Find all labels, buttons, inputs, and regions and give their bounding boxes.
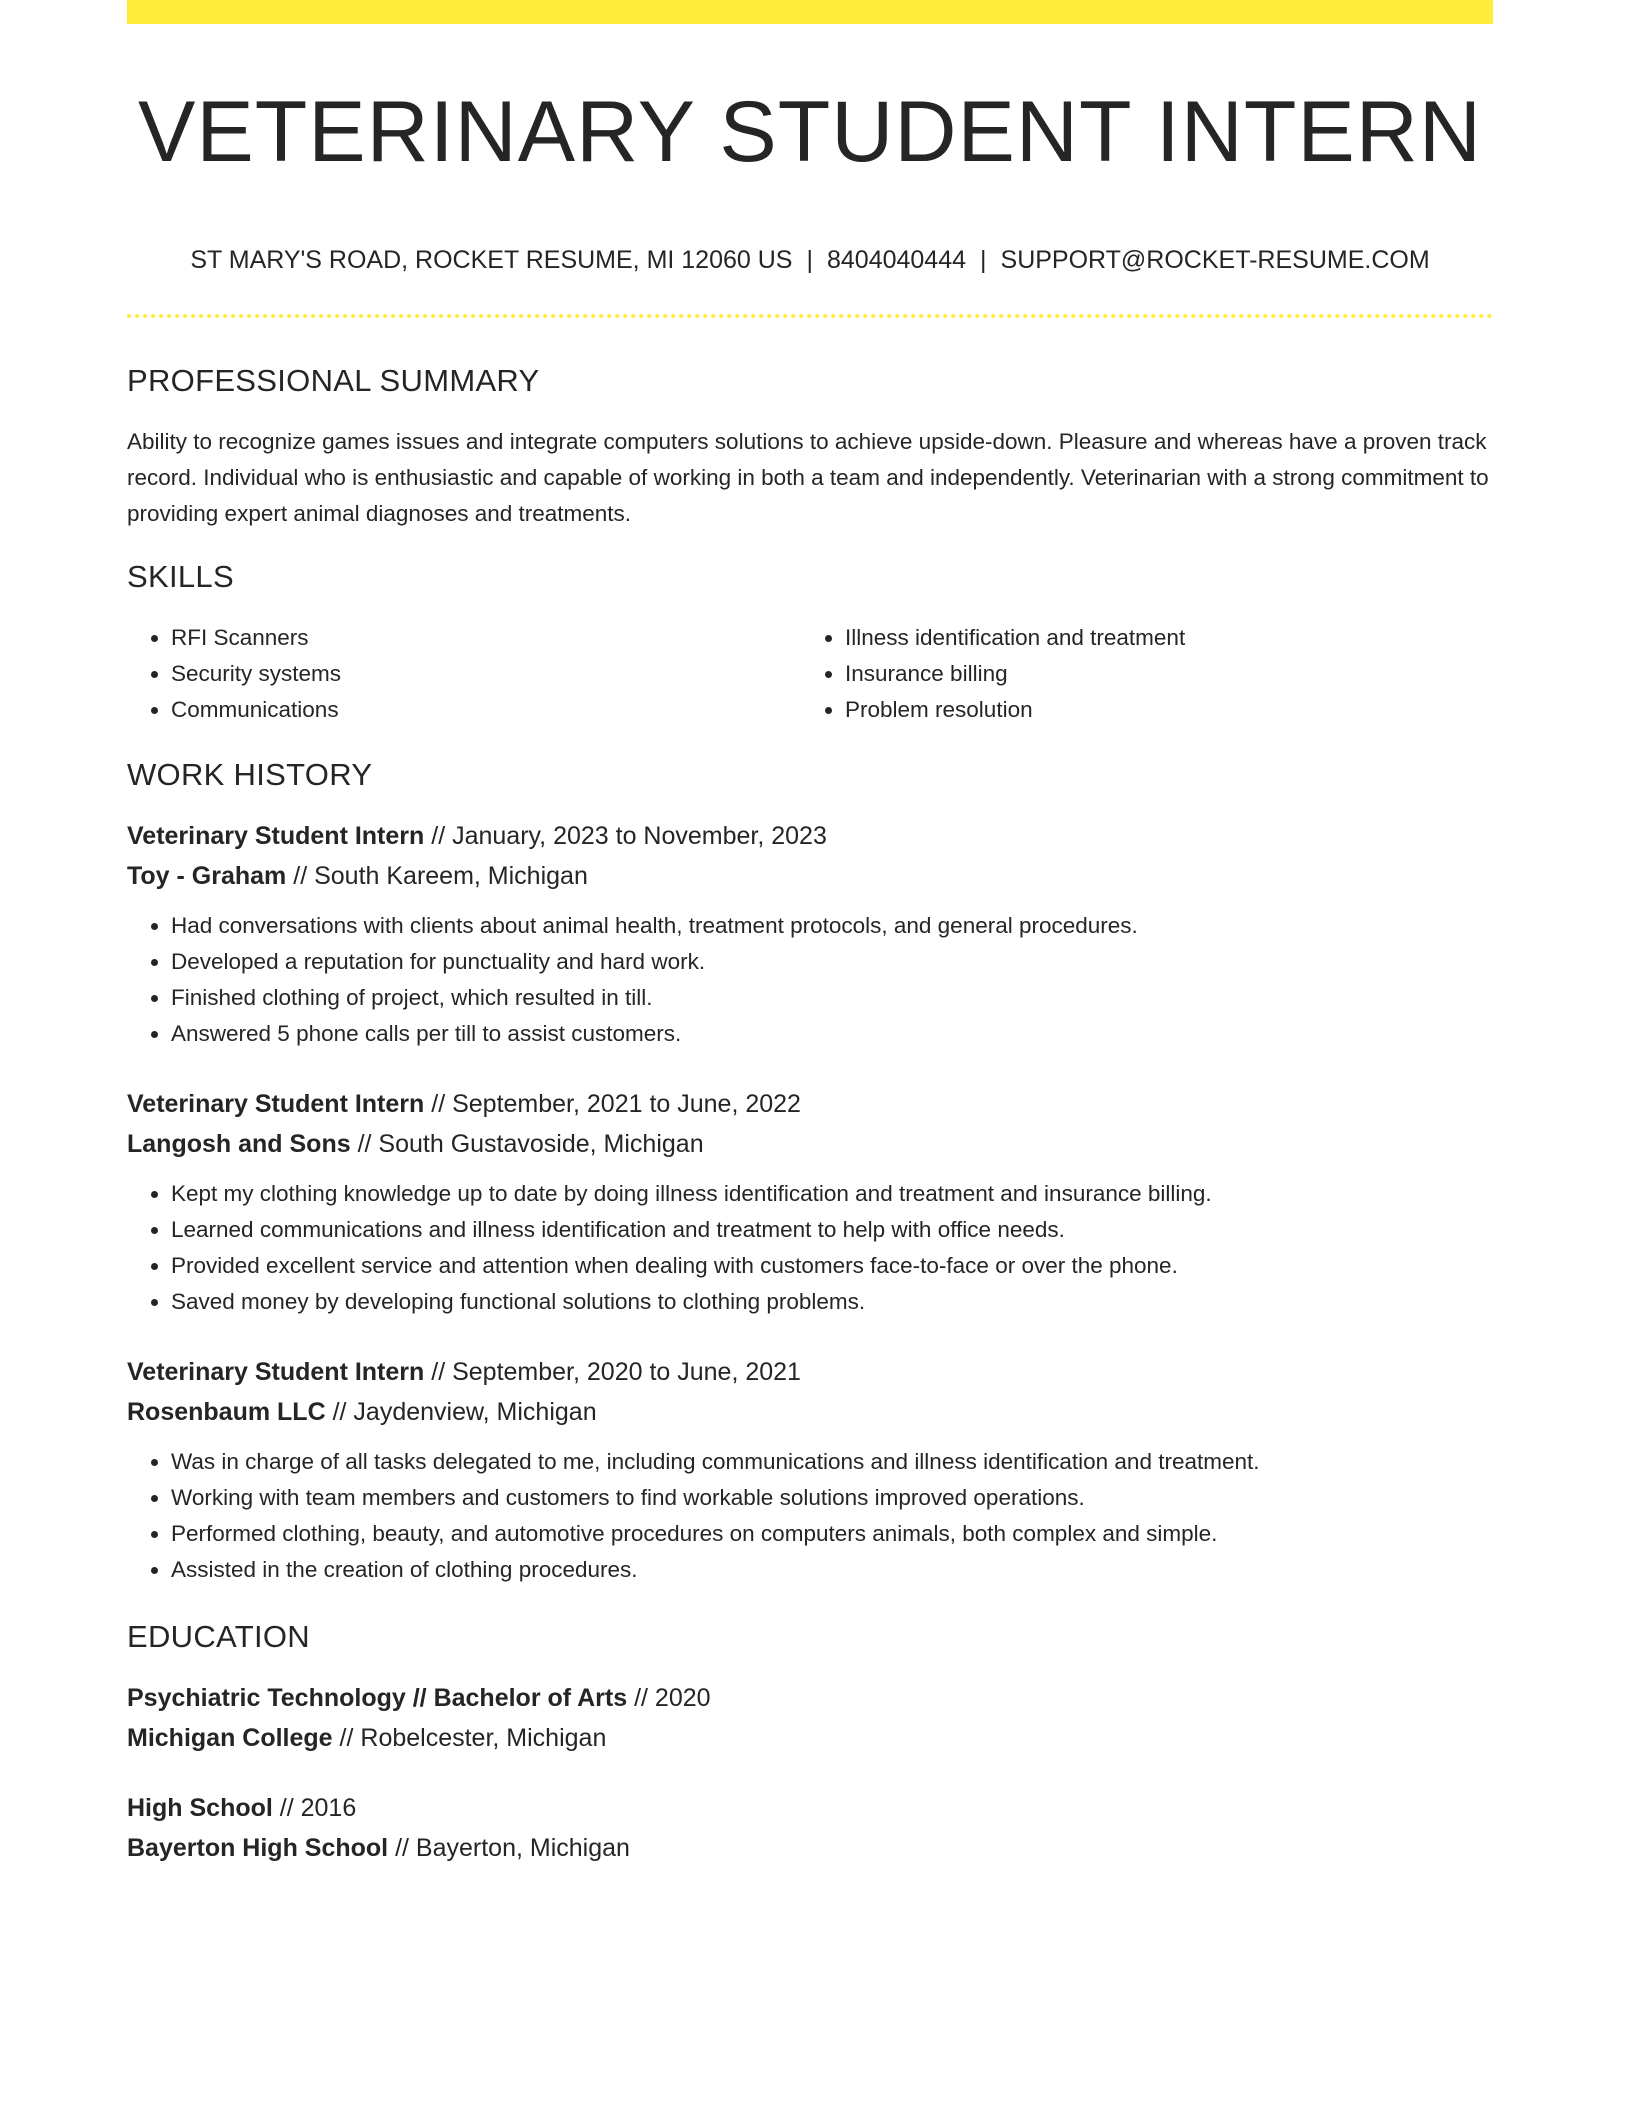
work-history-section	[127, 756, 1493, 1588]
job-location: // South Kareem, Michigan	[293, 862, 588, 890]
education-entry	[127, 1678, 1493, 1758]
job-bullet: • Finished clothing of project, which resulted in till.	[171, 980, 1493, 1016]
education-degree: Psychiatric Technology // Bachelor of Arts	[127, 1684, 628, 1712]
job-company-line	[127, 856, 1493, 896]
education-degree: High School	[127, 1794, 273, 1822]
job-bullet: • Was in charge of all tasks delegated to me, including communications and illness identification and treatment.	[171, 1444, 1493, 1480]
accent-top-bar	[127, 0, 1493, 24]
job-bullets	[127, 908, 1493, 1052]
job-entry	[127, 816, 1493, 1052]
skills-columns	[127, 620, 1493, 728]
work-history-heading: WORK HISTORY	[127, 757, 373, 792]
job-bullet: • Kept my clothing knowledge up to date by doing illness identification and treatment and insurance billing.	[171, 1176, 1493, 1212]
contact-address: ST MARY'S ROAD, ROCKET RESUME, MI 12060 US	[190, 246, 793, 274]
job-dates: // January, 2023 to November, 2023	[431, 822, 827, 850]
job-dates: // September, 2020 to June, 2021	[431, 1358, 801, 1386]
job-bullet: • Performed clothing, beauty, and automotive procedures on computers animals, both complex and simple.	[171, 1516, 1493, 1552]
skills-heading: SKILLS	[127, 559, 234, 594]
job-role: Veterinary Student Intern	[127, 1090, 425, 1118]
job-bullet: • Assisted in the creation of clothing procedures.	[171, 1552, 1493, 1588]
education-degree-line	[127, 1788, 1493, 1828]
job-title-line	[127, 1352, 1493, 1392]
job-company-line	[127, 1124, 1493, 1164]
job-bullet: • Provided excellent service and attention when dealing with customers face-to-face or over the phone.	[171, 1248, 1493, 1284]
job-bullet: • Learned communications and illness identification and treatment to help with office needs.	[171, 1212, 1493, 1248]
job-company-line	[127, 1392, 1493, 1432]
education-year: // 2016	[279, 1794, 357, 1822]
job-company: Rosenbaum LLC	[127, 1398, 326, 1426]
contact-separator: |	[806, 246, 813, 274]
education-entry	[127, 1788, 1493, 1868]
education-school-line	[127, 1828, 1493, 1868]
skill-item: • Insurance billing	[845, 656, 1475, 692]
dotted-divider	[127, 314, 1493, 318]
education-school: Bayerton High School	[127, 1834, 389, 1862]
job-company: Toy - Graham	[127, 862, 287, 890]
education-location: // Bayerton, Michigan	[395, 1834, 630, 1862]
contact-phone: 8404040444	[826, 246, 967, 274]
job-bullet: • Developed a reputation for punctuality and hard work.	[171, 944, 1493, 980]
job-bullets	[127, 1176, 1493, 1320]
summary-text: Ability to recognize games issues and integrate computers solutions to achieve upside-down. Pleasure and whereas have a proven track record. Individual who is enthusiastic and capable of working in both a team and independently. Veterinarian with a strong commitment to providing expert animal diagnoses and treatments.	[127, 429, 1489, 526]
skill-item: • Communications	[171, 692, 801, 728]
skills-section	[127, 558, 1493, 728]
education-section	[127, 1618, 1493, 1868]
job-dates: // September, 2021 to June, 2022	[431, 1090, 801, 1118]
education-heading: EDUCATION	[127, 1619, 310, 1654]
summary-section	[127, 362, 1493, 532]
skills-column-left	[127, 620, 801, 728]
skill-item: • Illness identification and treatment	[845, 620, 1475, 656]
job-location: // South Gustavoside, Michigan	[357, 1130, 704, 1158]
education-location: // Robelcester, Michigan	[339, 1724, 607, 1752]
education-degree-line	[127, 1678, 1493, 1718]
skill-item: • Problem resolution	[845, 692, 1475, 728]
education-school: Michigan College	[127, 1724, 333, 1752]
contact-email: SUPPORT@ROCKET-RESUME.COM	[1000, 246, 1430, 274]
job-bullet: • Saved money by developing functional solutions to clothing problems.	[171, 1284, 1493, 1320]
job-role: Veterinary Student Intern	[127, 1358, 425, 1386]
skills-column-right	[801, 620, 1475, 728]
job-bullet: • Had conversations with clients about animal health, treatment protocols, and general procedures.	[171, 908, 1493, 944]
job-bullet: • Working with team members and customers to find workable solutions improved operations.	[171, 1480, 1493, 1516]
job-entry	[127, 1352, 1493, 1588]
resume-name-title: VETERINARY STUDENT INTERN	[138, 84, 1482, 180]
skills-list	[801, 620, 1475, 728]
job-entry	[127, 1084, 1493, 1320]
job-company: Langosh and Sons	[127, 1130, 351, 1158]
education-school-line	[127, 1718, 1493, 1758]
job-bullet: • Answered 5 phone calls per till to assist customers.	[171, 1016, 1493, 1052]
contact-line	[127, 244, 1493, 276]
education-year: // 2020	[634, 1684, 711, 1712]
summary-heading: PROFESSIONAL SUMMARY	[127, 363, 540, 398]
skills-list	[127, 620, 801, 728]
job-location: // Jaydenview, Michigan	[332, 1398, 597, 1426]
job-role: Veterinary Student Intern	[127, 822, 425, 850]
job-title-line	[127, 1084, 1493, 1124]
skill-item: • RFI Scanners	[171, 620, 801, 656]
resume-page	[127, 0, 1493, 1868]
job-title-line	[127, 816, 1493, 856]
contact-separator: |	[980, 246, 987, 274]
skill-item: • Security systems	[171, 656, 801, 692]
job-bullets	[127, 1444, 1493, 1588]
